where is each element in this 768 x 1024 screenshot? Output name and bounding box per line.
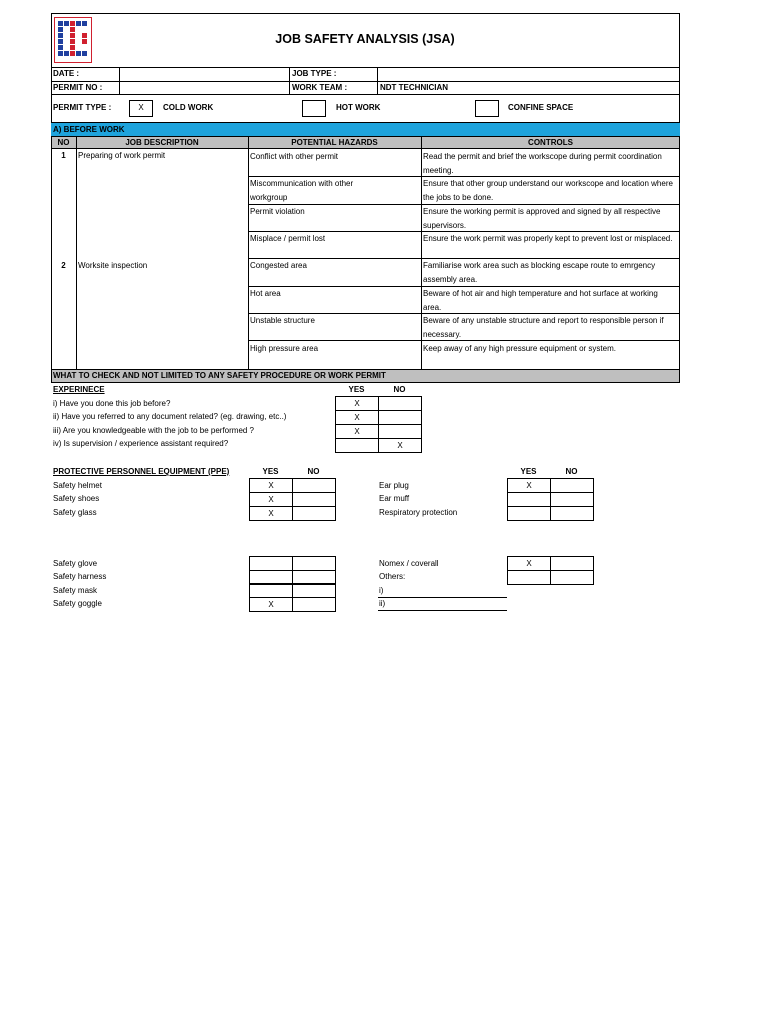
confine-space-label: CONFINE SPACE — [508, 103, 574, 112]
ppe-no-others[interactable] — [550, 570, 594, 585]
hot-work-checkbox[interactable] — [302, 100, 326, 117]
ppe-item-safety-glove: Safety glove — [53, 559, 98, 568]
ppe-yes-label-left: YES — [262, 467, 279, 476]
experience-question-1: i) Have you done this job before? — [53, 399, 171, 408]
others-line-1-label: i) — [379, 586, 384, 595]
ppe-no-safety-shoes[interactable] — [292, 492, 336, 507]
ppe-item-safety-glass: Safety glass — [53, 508, 97, 517]
col-potential-hazards: POTENTIAL HAZARDS — [291, 138, 378, 147]
experience-no-4[interactable]: X — [378, 438, 422, 453]
experience-question-4: iv) Is supervision / experience assistant required? — [53, 439, 229, 448]
section-a-title: A) BEFORE WORK — [53, 125, 125, 134]
work-team-field[interactable]: NDT TECHNICIAN — [380, 83, 448, 92]
control-3: Ensure the working permit is approved and signed by all respective supervisors. — [423, 207, 661, 230]
control-1: Read the permit and brief the workscope during permit coordination meeting. — [423, 152, 662, 175]
hazard-7: Unstable structure — [250, 316, 315, 325]
ppe-no-ear-muff[interactable] — [550, 492, 594, 507]
experience-yes-1[interactable]: X — [335, 396, 379, 411]
ppe-yes-ear-muff[interactable] — [507, 492, 551, 507]
ppe-no-respiratory-protection[interactable] — [550, 506, 594, 521]
job-no-1: 1 — [61, 151, 66, 160]
control-2: Ensure that other group understand our workscope and location where the jobs to be done. — [423, 179, 673, 202]
cold-work-label: COLD WORK — [163, 103, 214, 112]
ppe-no-safety-mask[interactable] — [292, 583, 336, 598]
experience-no-label: NO — [393, 385, 406, 394]
ppe-yes-safety-shoes[interactable]: X — [249, 492, 293, 507]
experience-yes-4[interactable] — [335, 438, 379, 453]
ppe-yes-safety-goggle[interactable]: X — [249, 597, 293, 612]
ppe-yes-nomex-coverall[interactable]: X — [507, 556, 551, 571]
ppe-yes-safety-glass[interactable]: X — [249, 506, 293, 521]
control-5: Familiarise work area such as blocking escape route to emrgency assembly area. — [423, 261, 656, 284]
ppe-no-label-left: NO — [307, 467, 320, 476]
permit-type-label: PERMIT TYPE : — [53, 103, 112, 112]
hot-work-label: HOT WORK — [336, 103, 381, 112]
ppe-no-safety-helmet[interactable] — [292, 478, 336, 493]
col-job-description: JOB DESCRIPTION — [125, 138, 199, 147]
others-line-2[interactable] — [378, 610, 507, 611]
experience-no-3[interactable] — [378, 424, 422, 439]
ppe-no-safety-glass[interactable] — [292, 506, 336, 521]
control-4: Ensure the work permit was properly kept to prevent lost or misplaced. — [423, 234, 673, 243]
experience-yes-3[interactable]: X — [335, 424, 379, 439]
control-7: Beware of any unstable structure and report to responsible person if necessary. — [423, 316, 664, 339]
ppe-yes-safety-glove[interactable] — [249, 556, 293, 571]
ppe-yes-others[interactable] — [507, 570, 551, 585]
ppe-no-ear-plug[interactable] — [550, 478, 594, 493]
control-6: Beware of hot air and high temperature and hot surface at working area. — [423, 289, 658, 312]
job-no-2: 2 — [61, 261, 66, 270]
hazard-1: Conflict with other permit — [250, 152, 339, 161]
ppe-yes-safety-mask[interactable] — [249, 583, 293, 598]
ppe-yes-ear-plug[interactable]: X — [507, 478, 551, 493]
ppe-yes-safety-helmet[interactable]: X — [249, 478, 293, 493]
hazard-5: Congested area — [250, 261, 307, 270]
company-logo-icon — [54, 17, 92, 63]
hazard-3: Permit violation — [250, 207, 305, 216]
experience-yes-label: YES — [348, 385, 365, 394]
ppe-title: PROTECTIVE PERSONNEL EQUIPMENT (PPE) — [53, 467, 230, 476]
ppe-no-safety-goggle[interactable] — [292, 597, 336, 612]
page-title: JOB SAFETY ANALYSIS (JSA) — [275, 32, 455, 46]
experience-title: EXPERINECE — [53, 385, 105, 394]
work-team-label: WORK TEAM : — [292, 83, 348, 92]
col-controls: CONTROLS — [528, 138, 573, 147]
others-line-2-label: ii) — [379, 599, 386, 608]
ppe-no-nomex-coverall[interactable] — [550, 556, 594, 571]
others-line-1[interactable] — [378, 597, 507, 598]
ppe-item-respiratory-protection: Respiratory protection — [379, 508, 458, 517]
job-type-label: JOB TYPE : — [292, 69, 337, 78]
date-label: DATE : — [53, 69, 80, 78]
ppe-item-safety-helmet: Safety helmet — [53, 481, 102, 490]
hazard-2: Miscommunication with other workgroup — [250, 179, 354, 202]
check-section-title: WHAT TO CHECK AND NOT LIMITED TO ANY SAFETY PROCEDURE OR WORK PERMIT — [53, 371, 386, 380]
control-8: Keep away of any high pressure equipment or system. — [423, 344, 616, 353]
job-description-2: Worksite inspection — [78, 261, 148, 270]
col-no: NO — [57, 138, 70, 147]
ppe-item-ear-muff: Ear muff — [379, 494, 410, 503]
hazard-4: Misplace / permit lost — [250, 234, 326, 243]
hazard-6: Hot area — [250, 289, 281, 298]
experience-question-3: iii) Are you knowledgeable with the job to be performed ? — [53, 426, 255, 435]
ppe-no-safety-glove[interactable] — [292, 556, 336, 571]
ppe-item-safety-mask: Safety mask — [53, 586, 98, 595]
cold-work-checkbox[interactable]: X — [129, 100, 153, 117]
section-a-bar — [51, 123, 680, 136]
ppe-no-label-right: NO — [565, 467, 578, 476]
ppe-item-others: Others: — [379, 572, 406, 581]
experience-question-2: ii) Have you referred to any document related? (eg. drawing, etc..) — [53, 412, 287, 421]
ppe-item-ear-plug: Ear plug — [379, 481, 409, 490]
job-description-1: Preparing of work permit — [78, 151, 166, 160]
ppe-item-safety-shoes: Safety shoes — [53, 494, 100, 503]
experience-yes-2[interactable]: X — [335, 410, 379, 425]
experience-no-1[interactable] — [378, 396, 422, 411]
ppe-yes-respiratory-protection[interactable] — [507, 506, 551, 521]
ppe-item-safety-harness: Safety harness — [53, 572, 107, 581]
permit-no-label: PERMIT NO : — [53, 83, 103, 92]
hazard-8: High pressure area — [250, 344, 319, 353]
ppe-item-nomex-coverall: Nomex / coverall — [379, 559, 439, 568]
experience-no-2[interactable] — [378, 410, 422, 425]
ppe-item-safety-goggle: Safety goggle — [53, 599, 102, 608]
confine-space-checkbox[interactable] — [475, 100, 499, 117]
ppe-yes-label-right: YES — [520, 467, 537, 476]
